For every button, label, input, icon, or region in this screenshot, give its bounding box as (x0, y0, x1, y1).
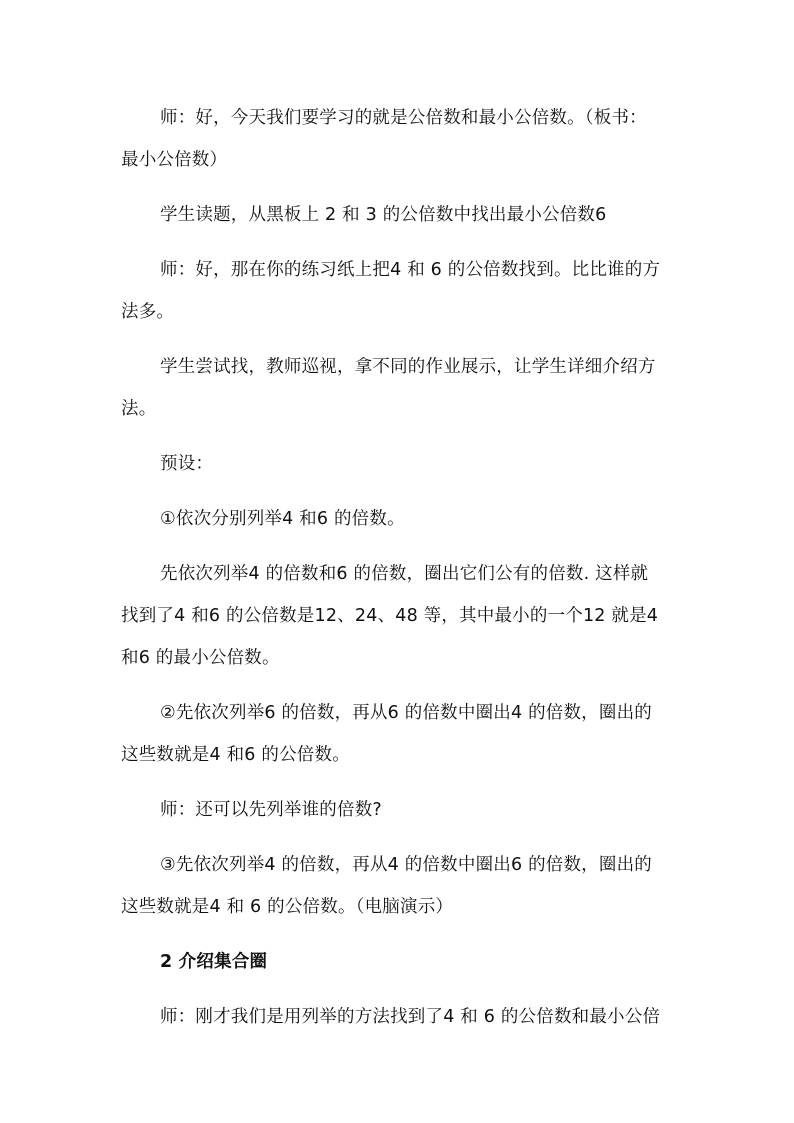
paragraph-line: 法多。 (121, 302, 175, 322)
paragraph-line: 师：还可以先列举谁的倍数? (160, 800, 382, 820)
paragraph-line: 学生尝试找，教师巡视，拿不同的作业展示，让学生详细介绍方 (160, 357, 656, 377)
paragraph-line: ②先依次列举6 的倍数，再从6 的倍数中圈出4 的倍数，圈出的 (160, 703, 652, 723)
paragraph-line: 学生读题，从黑板上 2 和 3 的公倍数中找出最小公倍数6 (160, 205, 607, 225)
paragraph-line: 师：刚才我们是用列举的方法找到了4 和 6 的公倍数和最小公倍 (160, 1007, 661, 1027)
paragraph-line: 最小公倍数） (121, 150, 228, 170)
paragraph-line: 法。 (121, 399, 157, 419)
paragraph-line: 师：好，今天我们要学习的就是公倍数和最小公倍数。（板书： (160, 108, 647, 128)
paragraph-line: ③先依次列举4 的倍数，再从4 的倍数中圈出6 的倍数，圈出的 (160, 855, 652, 875)
paragraph-line: 这些数就是4 和6 的公倍数。 (121, 745, 350, 765)
paragraph-line: 找到了4 和6 的公倍数是12、24、48 等，其中最小的一个12 就是4 (121, 606, 659, 626)
paragraph-line: 预设： (160, 454, 214, 474)
paragraph-line: 这些数就是4 和 6 的公倍数。（电脑演示） (121, 897, 454, 917)
paragraph-line: 先依次列举4 的倍数和6 的倍数，圈出它们公有的倍数. 这样就 (160, 564, 649, 584)
paragraph-line: 和6 的最小公倍数。 (121, 648, 280, 668)
paragraph-line: ①依次分别列举4 和6 的倍数。 (160, 509, 405, 529)
paragraph-line: 师：好，那在你的练习纸上把4 和 6 的公倍数找到。比比谁的方 (160, 260, 661, 280)
section-heading: 2 介绍集合圈 (160, 952, 268, 972)
